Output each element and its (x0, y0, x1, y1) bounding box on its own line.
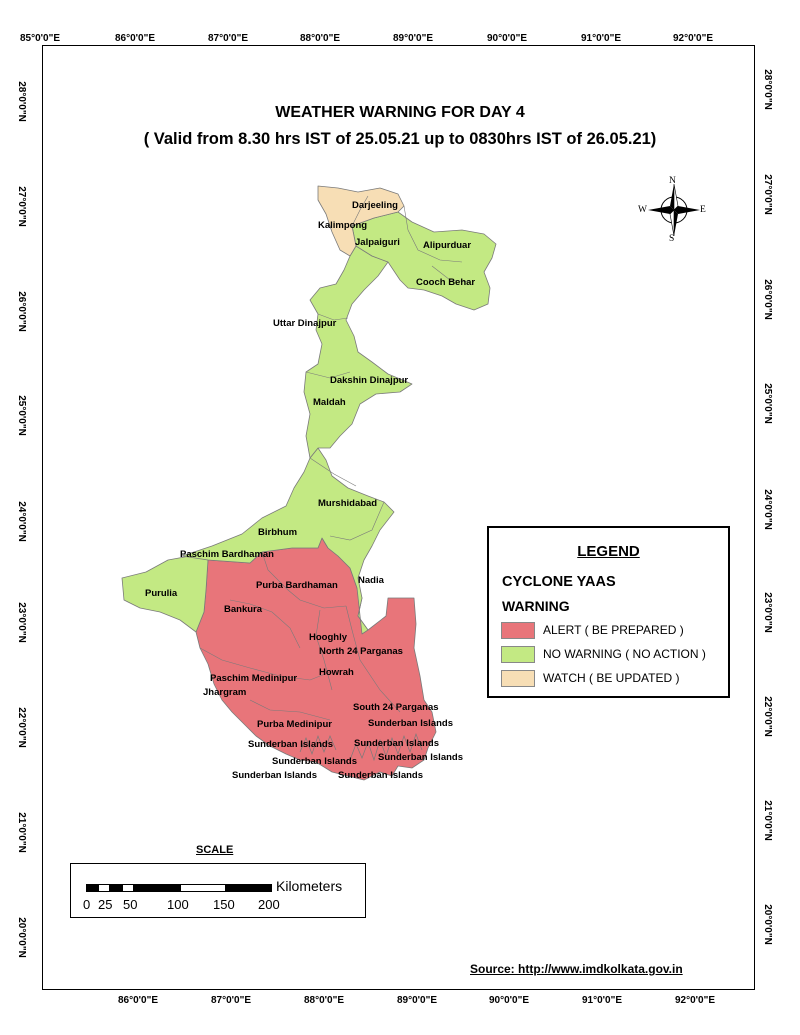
scale-label: 100 (167, 897, 189, 912)
lat-tick-right: 23°0'0"N (761, 592, 773, 633)
legend-label-no-warning: NO WARNING ( NO ACTION ) (543, 647, 706, 661)
lat-tick-right: 24°0'0"N (761, 489, 773, 530)
district-label: Sunderban Islands (248, 739, 333, 750)
scale-seg (226, 884, 272, 892)
district-label: Sunderban Islands (338, 770, 423, 781)
lon-tick-top: 92°0'0"E (673, 33, 714, 44)
district-label: Jhargram (203, 687, 247, 698)
district-label: Maldah (313, 397, 346, 408)
lon-tick-top: 86°0'0"E (115, 33, 156, 44)
scale-seg (134, 884, 180, 892)
district-label: Uttar Dinajpur (273, 318, 337, 329)
lat-tick-left: 23°0'0"N (15, 602, 27, 643)
lat-tick-right: 25°0'0"N (761, 383, 773, 424)
lon-tick-top: 90°0'0"E (487, 33, 528, 44)
lon-tick-bottom: 90°0'0"E (489, 995, 530, 1006)
scale-label: 150 (213, 897, 235, 912)
lat-tick-right: 27°0'0"N (761, 174, 773, 215)
lon-tick-bottom: 88°0'0"E (304, 995, 345, 1006)
scale-label: 25 (98, 897, 113, 912)
district-label: Purba Medinipur (257, 719, 332, 730)
scale-seg (180, 884, 226, 892)
lon-tick-top: 88°0'0"E (300, 33, 341, 44)
legend-swatch-watch (501, 670, 535, 687)
lat-tick-left: 24°0'0"N (15, 501, 27, 542)
district-label: Purulia (145, 588, 178, 599)
legend-label-alert: ALERT ( BE PREPARED ) (543, 623, 684, 637)
lon-tick-top: 91°0'0"E (581, 33, 622, 44)
district-label: Dakshin Dinajpur (330, 375, 409, 386)
legend-event: CYCLONE YAAS (502, 574, 616, 590)
legend-category: WARNING (502, 598, 570, 614)
district-label: Purba Bardhaman (256, 580, 338, 591)
scale-seg (110, 884, 122, 892)
lat-tick-left: 25°0'0"N (15, 395, 27, 436)
lon-tick-top: 89°0'0"E (393, 33, 434, 44)
compass-w: W (638, 205, 647, 215)
scale-bar (70, 863, 366, 918)
district-label: Jalpaiguri (355, 237, 400, 248)
lat-tick-right: 28°0'0"N (761, 69, 773, 110)
district-label: South 24 Parganas (353, 702, 439, 713)
lon-tick-bottom: 86°0'0"E (118, 995, 159, 1006)
district-label: Sunderban Islands (354, 738, 439, 749)
scale-seg (98, 884, 110, 892)
lon-tick-bottom: 91°0'0"E (582, 995, 623, 1006)
lat-tick-left: 22°0'0"N (15, 707, 27, 748)
legend-swatch-no-warning (501, 646, 535, 663)
district-label: Sunderban Islands (232, 770, 317, 781)
district-label: Alipurduar (423, 240, 472, 251)
district-label: Darjeeling (352, 200, 398, 211)
district-label: Sunderban Islands (368, 718, 453, 729)
scale-label: 200 (258, 897, 280, 912)
lat-tick-left: 28°0'0"N (15, 81, 27, 122)
district-label: Sunderban Islands (378, 752, 463, 763)
district-label: Kalimpong (318, 220, 368, 231)
compass-s: S (669, 234, 675, 244)
district-label: Sunderban Islands (272, 756, 357, 767)
district-label: North 24 Parganas (319, 646, 403, 657)
map-title: WEATHER WARNING FOR DAY 4 (275, 104, 525, 121)
district-label: Nadia (358, 575, 384, 586)
scale-title: SCALE (196, 844, 234, 856)
source-credit: Source: http://www.imdkolkata.gov.in (470, 962, 683, 976)
lon-tick-bottom: 92°0'0"E (675, 995, 716, 1006)
scale-seg (122, 884, 134, 892)
lat-tick-right: 26°0'0"N (761, 279, 773, 320)
district-label: Hooghly (309, 632, 347, 643)
legend-swatch-alert (501, 622, 535, 639)
legend-label-watch: WATCH ( BE UPDATED ) (543, 671, 680, 685)
district-label: Bankura (224, 604, 263, 615)
district-label: Paschim Bardhaman (180, 549, 274, 560)
district-label: Paschim Medinipur (210, 673, 298, 684)
legend-title: LEGEND (577, 543, 640, 560)
lon-tick-top: 87°0'0"E (208, 33, 249, 44)
lat-tick-right: 22°0'0"N (761, 696, 773, 737)
lon-tick-bottom: 89°0'0"E (397, 995, 438, 1006)
map-subtitle: ( Valid from 8.30 hrs IST of 25.05.21 up to 0830hrs IST of 26.05.21) (143, 130, 657, 148)
lat-tick-left: 26°0'0"N (15, 291, 27, 332)
lon-tick-top: 85°0'0"E (20, 33, 61, 44)
lat-tick-left: 27°0'0"N (15, 186, 27, 227)
lon-tick-bottom: 87°0'0"E (211, 995, 252, 1006)
district-label: Murshidabad (318, 498, 378, 509)
scale-label: 0 (83, 897, 91, 912)
district-label: Birbhum (258, 527, 298, 538)
lat-tick-left: 20°0'0"N (15, 917, 27, 958)
lat-tick-right: 20°0'0"N (761, 904, 773, 945)
legend (487, 526, 730, 698)
scale-unit: Kilometers (276, 878, 343, 894)
compass-n: N (669, 176, 676, 186)
lat-tick-left: 21°0'0"N (15, 812, 27, 853)
district-label: Howrah (319, 667, 354, 678)
region-north-corridor (304, 246, 412, 458)
scale-label: 50 (123, 897, 138, 912)
district-label: Cooch Behar (416, 277, 476, 288)
lat-tick-right: 21°0'0"N (761, 800, 773, 841)
compass-e: E (700, 205, 706, 215)
scale-seg (86, 884, 98, 892)
